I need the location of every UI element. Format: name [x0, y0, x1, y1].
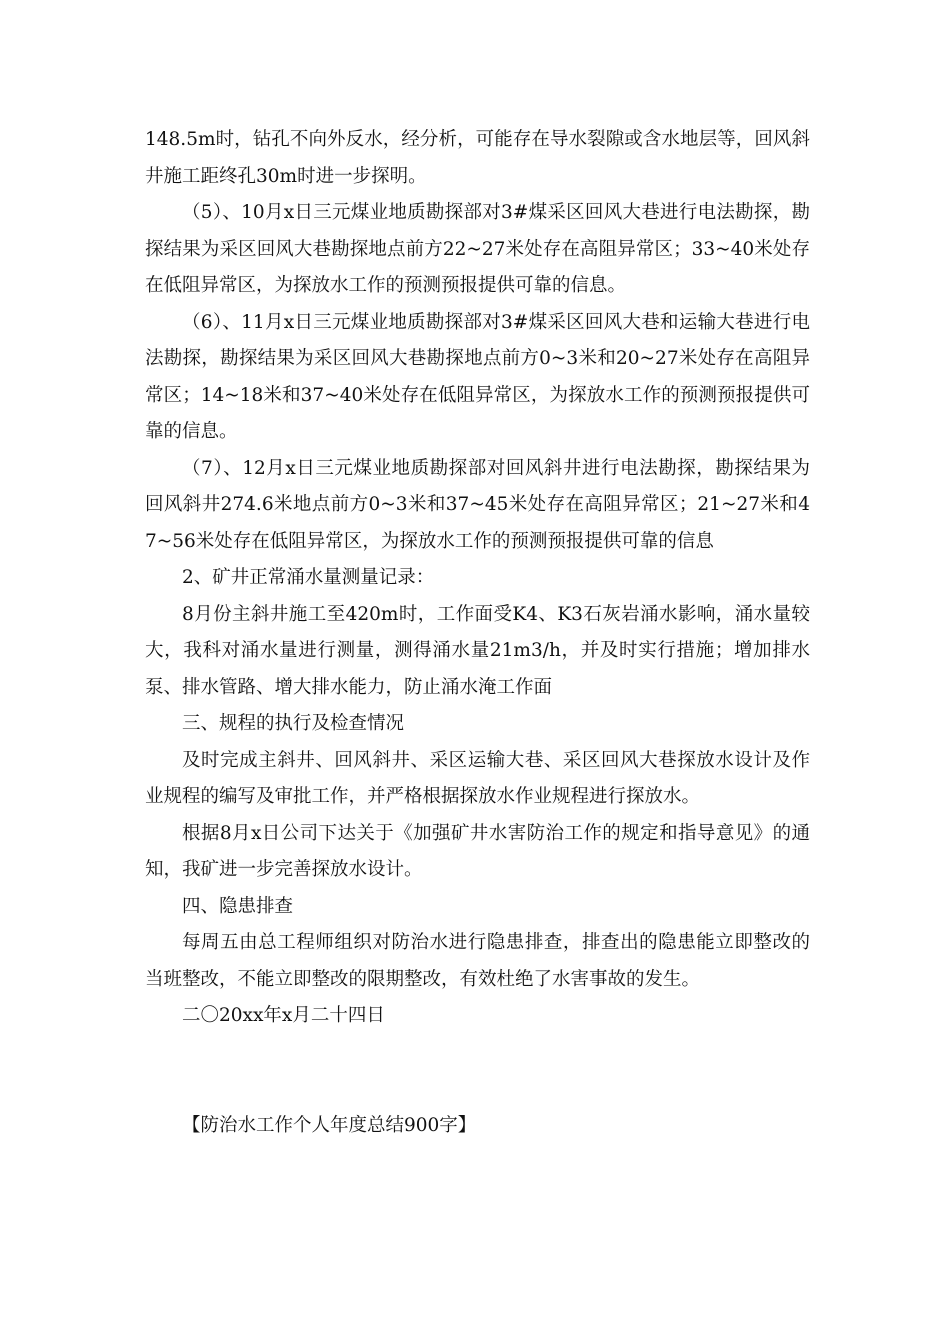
paragraph-item-7: （7）、12月x日三元煤业地质勘探部对回风斜井进行电法勘探，勘探结果为回风斜井274.6米地点前方0~3米和37~45米处存在高阻异常区；21~27米和47~56米处存在低阻异常区，为探放水工作的预测预报提供可靠的信息 [145, 457, 810, 552]
paragraph-notice: 根据8月x日公司下达关于《加强矿井水害防治工作的规定和指导意见》的通知，我矿进一步完善探放水设计。 [145, 822, 810, 880]
section-heading-regulations: 三、规程的执行及检查情况 [182, 713, 405, 734]
paragraph-item-6: （6）、11月x日三元煤业地质勘探部对3#煤采区回风大巷和运输大巷进行电法勘探，勘探结果为采区回风大巷勘探地点前方0~3米和20~27米处存在高阻异常区；14~18米和37~40米处存在低阻异常区，为探放水工作的预测预报提供可靠的信息。 [145, 311, 810, 442]
document-date: 二〇20xx年x月二十四日 [182, 1005, 385, 1026]
paragraph-regulations: 及时完成主斜井、回风斜井、采区运输大巷、采区回风大巷探放水设计及作业规程的编写及审批工作，并严格根据探放水作业规程进行探放水。 [145, 749, 810, 807]
section-heading-hazard-check: 四、隐患排查 [182, 895, 294, 917]
paragraph-continuation: 148.5m时，钻孔不向外反水，经分析，可能存在导水裂隙或含水地层等，回风斜井施工距终孔30m时进一步探明。 [145, 129, 810, 187]
section-heading-water-record: 2、矿井正常涌水量测量记录： [182, 567, 435, 588]
paragraph-water-measurement: 8月份主斜井施工至420m时，工作面受K4、K3石灰岩涌水影响，涌水量较大，我科对涌水量进行测量，测得涌水量21m3/h，并及时实行措施；增加排水泵、排水管路、增大排水能力，防止涌水淹工作面 [145, 603, 810, 698]
paragraph-item-5: （5）、10月x日三元煤业地质勘探部对3#煤采区回风大巷进行电法勘探，勘探结果为采区回风大巷勘探地点前方22~27米处存在高阻异常区；33~40米处存在低阻异常区，为探放水工作的预测预报提供可靠的信息。 [145, 202, 810, 296]
document-body [145, 122, 810, 1144]
footer-title: 【防治水工作个人年度总结900字】 [182, 1114, 477, 1136]
paragraph-hazard-check: 每周五由总工程师组织对防治水进行隐患排查，排查出的隐患能立即整改的当班整改，不能立即整改的限期整改，有效杜绝了水害事故的发生。 [145, 932, 810, 990]
